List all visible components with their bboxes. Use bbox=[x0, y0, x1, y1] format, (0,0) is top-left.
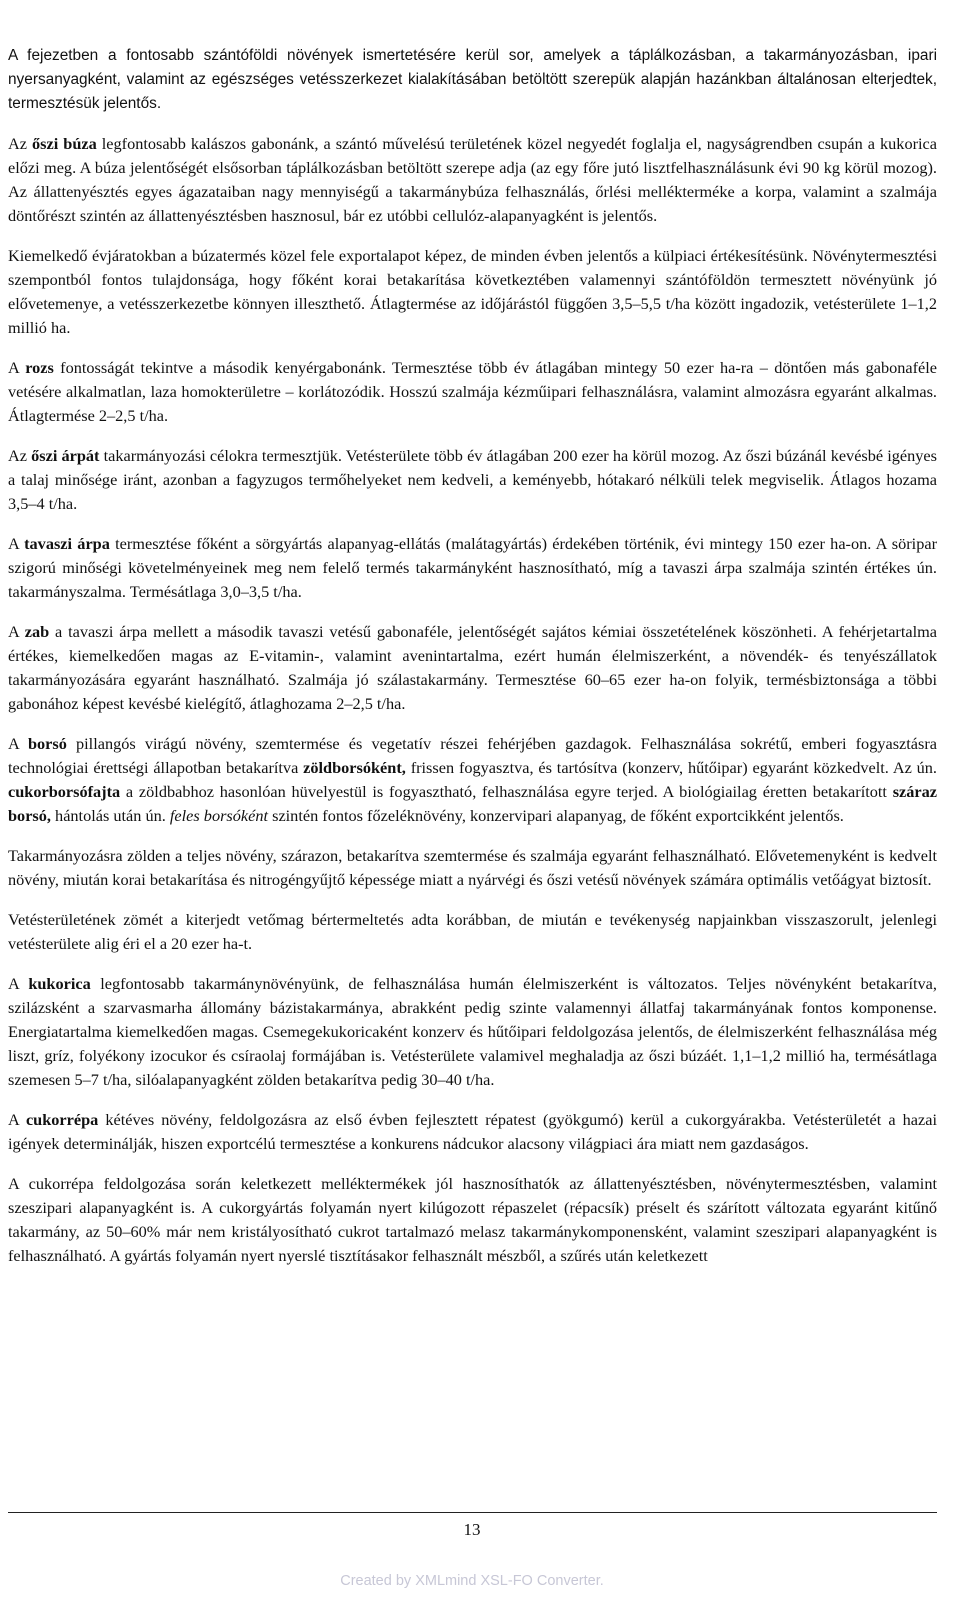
paragraph-borso-takarmany: Takarmányozásra zölden a teljes növény, szárazon, betakarítva szemtermése és szalmája egyaránt felhasználható. Elővetemenyként is kedvelt növény, miután korai betakarítása és nitrogéngyűjtő képessége miatt a nyárvégi és őszi vetésű növények számára optimális vetőágyat biztosít. bbox=[8, 846, 937, 889]
paragraph-rozs: A rozs fontosságát tekintve a második kenyérgabonánk. Termesztése több év átlagában mintegy 50 ezer ha-ra – döntően más gabonaféle vetésére alkalmatlan, laza homokterületre – korlátozódik. Hosszú szalmája kézműipari felhasználásra, valamint almozásra egyaránt alkalmas. Átlagtermése 2–2,5 t/ha. bbox=[8, 358, 937, 425]
paragraph-zab: A zab a tavaszi árpa mellett a második tavaszi vetésű gabonaféle, jelentőségét sajátos kémiai összetételének köszönheti. A fehérjetartalma értékes, kiemelkedően magas az E-vitamin-, valamint avenintartalma, ezért humán élelmiszerként, a növendék- és tenyészállatok takarmányozására egyaránt használható. Szalmája jó szálastakarmány. Termesztése 60–65 ezer ha-on folyik, termésbiztonsága a többi gabonához képest kevésbé kielégítő, átlaghozama 2–2,5 t/ha. bbox=[8, 622, 938, 713]
term-oszi-arpa: őszi árpát bbox=[31, 446, 100, 465]
paragraph-cukorrepa: A cukorrépa kétéves növény, feldolgozásra az első évben fejlesztett répatest (gyökgumó) kerül a cukorgyárakba. Vetésterületét a hazai igények determinálják, hiszen exportcélú termesztése a konkurens nádcukor alacsony világpiaci ára miatt nem gazdaságos. bbox=[8, 1110, 937, 1153]
term-oszi-buza: őszi búza bbox=[32, 134, 97, 153]
paragraph-oszi-arpa: Az őszi árpát takarmányozási célokra termesztjük. Vetésterülete több év átlagában 200 ezer ha körül mozog. Az őszi búzánál kevésbé igényes a talaj minősége iránt, azonban a fagyzugos termőhelyeket nem kedveli, a keményebb, hótakaró nélküli telek megviselik. Átlagos hozama 3,5–4 t/ha. bbox=[8, 446, 937, 513]
paragraph-borso: A borsó pillangós virágú növény, szemtermése és vegetatív részei fehérjében gazdagok. Felhasználása sokrétű, emberi fogyasztásra technológiai érettségi állapotban betakarítva zöldborsóként, frissen fogyasztva, és tartósítva (konzerv, hűtőipar) egyaránt közkedvelt. Az ún. cukorborsófajta a zöldbabhoz hasonlóan hüvelyestül is fogyasztható, felhasználása egyre terjed. A biológiailag éretten betakarított száraz borsó, hántolás után ún. feles borsóként szintén fontos főzeléknövény, konzervipari alapanyag, de főként exportcikként jelentős. bbox=[8, 734, 938, 825]
paragraph-oszi-buza: Az őszi búza legfontosabb kalászos gabonánk, a szántó művelésú területének közel negyedét foglalja el, nagyságrendben csupán a kukorica előzi meg. A búza jelentőségét elsősorban táplálkozásban betöltött szerepe adja (az egy főre jutó lisztfelhasználásunk évi 90 kg körül mozog). Az állattenyésztés egyes ágazataiban nagy mennyiségű a takarmánybúza felhasználás, őrlési mellékterméke a korpa, valamint a szalmája döntőrészt szintén az állattenyésztésben hasznosul, bár ez utóbbi cellulóz-alapanyagként is jelentős. bbox=[8, 134, 937, 225]
term-feles-borso: feles borsóként bbox=[169, 806, 269, 825]
paragraph-intro: A fejezetben a fontosabb szántóföldi növények ismertetésére kerül sor, amelyek a táplálkozásban, a takarmányozásban, ipari nyersanyagként, valamint az egészséges vetésszerkezet kialakításában betöltött szerepük alapján hazánkban általánosan elterjedtek, termesztésük jelentős. bbox=[8, 47, 937, 112]
term-zab: zab bbox=[24, 622, 50, 641]
term-borso: borsó bbox=[27, 734, 67, 753]
footer-created-by: Created by bbox=[340, 1573, 416, 1589]
document-body bbox=[8, 44, 937, 1284]
term-tavaszi-arpa: tavaszi árpa bbox=[24, 534, 110, 553]
footer-converter-link[interactable]: XMLmind XSL-FO Converter. bbox=[415, 1573, 604, 1589]
paragraph-tavaszi-arpa: A tavaszi árpa termesztése főként a sörgyártás alapanyag-ellátás (malátagyártás) érdekében történik, évi mintegy 150 ezer ha-on. A söripar szigorú minőségi követelményeinek meg nem felelő termés takarmányként hasznosítható, míg a tavaszi árpa szalmája szintén értékes ún. takarmányszalma. Termésátlaga 3,0–3,5 t/ha. bbox=[8, 534, 937, 601]
term-kukorica: kukorica bbox=[28, 974, 91, 993]
footer-watermark bbox=[0, 1573, 944, 1589]
term-rozs: rozs bbox=[25, 358, 54, 377]
term-zoldborso: zöldborsóként, bbox=[303, 758, 406, 777]
paragraph-buza-export: Kiemelkedő évjáratokban a búzatermés közel fele exportalapot képez, de minden évben jelentős a külpiaci értékesítésünk. Növénytermesztési szempontból fontos tulajdonsága, hogy főként korai betakarítása következtében valamennyi szántóföldön termesztett növényünk jó elővetemenye, a vetésszerkezetbe könnyen illeszthető. Átlagtermése az időjárástól függően 3,5–5,5 t/ha között ingadozik, vetésterülete 1–1,2 millió ha. bbox=[8, 246, 937, 337]
footer-divider bbox=[8, 1512, 937, 1513]
term-cukorrepa: cukorrépa bbox=[25, 1110, 99, 1129]
page-number: 13 bbox=[463, 1520, 481, 1539]
term-szaraz-borso: száraz borsó, bbox=[8, 782, 937, 825]
paragraph-borso-vetesterulet: Vetésterületének zömét a kiterjedt vetőmag bértermeltetés adta korábban, de miután e tevékenység napjainkban visszaszorult, jelenlegi vetésterülete alig éri el a 20 ezer ha-t. bbox=[8, 910, 937, 953]
paragraph-kukorica: A kukorica legfontosabb takarmánynövényünk, de felhasználása humán élelmiszerként is változatos. Teljes növényként betakarítva, szilázsként a szarvasmarha állomány bázistakarmánya, abrakként pedig szinte valamennyi állatfaj takarmányának fontos komponense. Energiatartalma kiemelkedően magas. Csemegekukoricaként konzerv és hűtőipari feldolgozása jelentős, de élelmiszerként felhasználása még liszt, gríz, folyékony izocukor és csíraolaj formájában is. Vetésterülete valamivel meghaladja az őszi búzáét. 1,1–1,2 millió ha, termésátlaga szemesen 5–7 t/ha, silóalapanyagként zölden betakarítva pedig 30–40 t/ha. bbox=[8, 974, 937, 1089]
term-cukorborsofajta: cukorborsófajta bbox=[8, 782, 121, 801]
paragraph-cukorrepa-melltermek: A cukorrépa feldolgozása során keletkezett melléktermékek jól hasznosíthatók az állattenyésztésben, növénytermesztésben, valamint szeszipari alapanyagként is. A cukorgyártás folyamán nyert kilúgozott répaszelet (répacsík) préselt és szárított változata egyaránt kitűnő takarmány, az 50–60% már nem kristályosítható cukrot tartalmazó melasz takarmánykomponensként, valamint szeszipari alapanyagként is felhasználható. A gyártás folyamán nyert nyerslé tisztításakor felhasznált mészből, a szűrés után keletkezett bbox=[8, 1174, 937, 1265]
